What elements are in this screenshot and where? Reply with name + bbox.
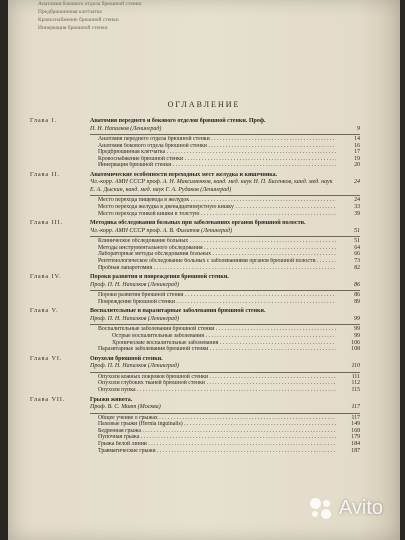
toc-entry [98, 197, 360, 204]
avito-watermark [309, 496, 383, 520]
toc-entry [98, 265, 360, 272]
table-of-contents [30, 118, 360, 457]
entry-page: 117 [351, 414, 360, 421]
chapter-label: Глава IV. [30, 274, 62, 281]
entry-page: 99 [354, 326, 360, 333]
chapter-heading [30, 308, 360, 316]
entry-page: 39 [354, 210, 360, 217]
entry-page: 73 [354, 258, 360, 265]
previous-page-bleed [38, 0, 188, 32]
toc-entry [98, 415, 360, 422]
chapter-rule [90, 134, 360, 135]
chapter-author: Проф. В. С. Маят (Москва) [90, 404, 161, 411]
entry-title: Травматические грыжи . . . [98, 448, 336, 455]
chapter-heading [30, 397, 360, 405]
entry-page: 16 [354, 142, 360, 149]
toc-entry [112, 340, 360, 347]
entry-page: 24 [354, 197, 360, 204]
entry-page: 187 [351, 447, 360, 454]
entry-page: 86 [354, 292, 360, 299]
toc-entry [98, 326, 360, 333]
entry-title: Место перехода тонкой кишки в толстую . . . [98, 211, 336, 218]
entry-page: 149 [351, 421, 360, 428]
entry-title: Бедренная грыжа . . . [98, 428, 336, 435]
chapter [30, 397, 360, 455]
entry-title: Пупочная грыжа . . . [98, 434, 336, 441]
entry-page: 108 [351, 346, 360, 353]
chapter-heading [30, 356, 360, 364]
entry-page: 115 [351, 386, 360, 393]
chapter-page: 86 [354, 281, 360, 288]
chapter [30, 220, 360, 271]
chapter-label: Глава VII. [30, 396, 66, 403]
chapter [30, 308, 360, 352]
toc-entry [98, 149, 360, 156]
entry-page: 20 [354, 162, 360, 169]
entry-title: Пробная лапаротомия . . . [98, 265, 336, 272]
entry-title: Повреждение брюшной стенки . . . [98, 299, 336, 306]
toc-entry [98, 299, 360, 306]
toc-entry [98, 374, 360, 381]
entry-page: 89 [354, 298, 360, 305]
entry-title: Паразитарные заболевания брюшной стенки . . . [98, 346, 336, 353]
entry-title: Воспалительные заболевания брюшной стенки . . . [98, 326, 336, 333]
entry-title: Опухоли кожных покровов брюшной стенки . . . [98, 374, 336, 381]
chapter-title: Опухоли брюшной стенки. [90, 355, 163, 362]
chapter-author: П. Н. Напалков (Ленинград) [90, 125, 162, 132]
chapter-title: Пороки развития и повреждения брюшной стенки. [90, 274, 229, 281]
chapter-author-line [90, 179, 360, 194]
entry-page: 179 [351, 434, 360, 441]
entry-title: Методы инструментального обследования . . . [98, 245, 336, 252]
toc-entry [98, 211, 360, 218]
toc-entry [98, 238, 360, 245]
chapter-page: 51 [354, 227, 360, 234]
entry-page: 106 [351, 339, 360, 346]
entry-title: Кровоснабжение брюшной стенки . . . [98, 156, 336, 163]
entry-title: Хронические воспалительные заболевания . . . [112, 340, 336, 347]
entry-page: 168 [351, 427, 360, 434]
chapter-heading [30, 118, 360, 126]
toc-entry [98, 162, 360, 169]
chapter-rule [90, 290, 360, 291]
toc-entry [98, 143, 360, 150]
chapter-rule [90, 413, 360, 414]
entry-title: Пороки развития брюшной стенки . . . [98, 292, 336, 299]
chapter-author: Проф. П. Н. Напалков (Ленинград) [90, 315, 179, 322]
toc-entry [112, 333, 360, 340]
chapter-page: 110 [351, 363, 360, 370]
chapter-rule [90, 236, 360, 237]
entry-title: Грыжа белой линии . . . [98, 441, 336, 448]
toc-entry [98, 387, 360, 394]
entry-page: 184 [351, 440, 360, 447]
entry-page: 14 [354, 136, 360, 142]
entry-title: Анатомия переднего отдела брюшной стенки . . . [98, 136, 336, 143]
toc-entry [98, 245, 360, 252]
chapter-author-line [90, 282, 360, 290]
watermark-text: Avito [338, 496, 383, 519]
entry-page: 112 [351, 380, 360, 387]
avito-dots-icon [309, 496, 333, 520]
chapter-title: Анатомия переднего и бокового отделов брюшной стенки. Проф. [90, 118, 266, 124]
chapter [30, 356, 360, 394]
chapter-author-line [90, 363, 360, 371]
entry-page: 82 [354, 264, 360, 271]
chapter-author-line [90, 316, 360, 324]
chapter [30, 172, 360, 217]
toc-entry [98, 441, 360, 448]
entry-page: 17 [354, 149, 360, 156]
chapter-page: 9 [357, 125, 360, 132]
chapter-page: 117 [351, 404, 360, 411]
toc-entry [98, 421, 360, 428]
chapter-author: Чл.-корр. АМН СССР проф. А. Н. Максименков, канд. мед. наук Н. П. Бисенков, канд. мед. наук Е. А. Дыскин, канд. мед. наук Г. А. Рудаков (Ленинград) [90, 179, 333, 193]
chapter-heading [30, 274, 360, 282]
toc-entry [98, 251, 360, 258]
toc-title: ОГЛАВЛЕНИЕ [167, 100, 241, 109]
toc-entry [98, 434, 360, 441]
previous-line: Анатомия бокового отдела брюшной стенки [38, 1, 142, 7]
entry-title: Острые воспалительные заболевания . . . [112, 333, 336, 340]
chapter-author: Проф. П. Н. Напалков (Ленинград) [90, 363, 179, 370]
entry-title: Опухоли пупка . . . [98, 387, 336, 394]
chapter-rule [90, 195, 360, 196]
entry-title: Паховые грыжи (Hernia inguinalis) . . . [98, 421, 336, 428]
entry-title: Иннервация брюшной стенки . . . [98, 162, 336, 169]
toc-entry [98, 156, 360, 163]
chapter-rule [90, 372, 360, 373]
entry-page: 51 [354, 238, 360, 245]
entry-page: 99 [354, 333, 360, 339]
chapter-rule [90, 324, 360, 325]
previous-line: Предбрюшинная клетчатка [38, 9, 102, 15]
toc-entry [98, 292, 360, 299]
chapter-title: Анатомические особенности переходных мест желудка и кишечника. [90, 171, 278, 178]
previous-line: Кровоснабжение брюшной стенки [38, 17, 119, 23]
chapter [30, 274, 360, 305]
entry-title: Рентгенологическое обследование больных с заболеваниями органов брюшной полости . . . [98, 258, 336, 265]
toc-entry [98, 258, 360, 265]
chapter-author-line [90, 228, 360, 236]
chapter-heading [30, 220, 360, 228]
entry-page: 33 [354, 204, 360, 211]
entry-title: Предбрюшинная клетчатка . . . [98, 149, 336, 156]
chapter-label: Глава I. [30, 118, 58, 124]
entry-page: 111 [351, 373, 360, 380]
chapter-label: Глава VI. [30, 355, 63, 362]
book-page [8, 0, 400, 540]
chapter-author: Проф. П. Н. Напалков (Ленинград) [90, 281, 179, 288]
entry-title: Общее учение о грыжах . . . [98, 415, 336, 422]
entry-title: Место перехода пищевода в желудок . . . [98, 197, 336, 204]
toc-entry [98, 204, 360, 211]
chapter-page: 24 [354, 179, 360, 186]
entry-title: Место перехода желудка в двенадцатиперстную кишку . . . [98, 204, 336, 211]
toc-entry [98, 428, 360, 435]
entry-page: 19 [354, 155, 360, 162]
chapter-title: Грыжи живота. [90, 396, 133, 403]
chapter-author-line [90, 126, 360, 134]
toc-entry [98, 346, 360, 353]
previous-line: Иннервация брюшной стенки [38, 25, 108, 31]
entry-page: 64 [354, 244, 360, 251]
chapter-author-line [90, 404, 360, 412]
toc-entry [98, 448, 360, 455]
entry-title: Анатомия бокового отдела брюшной стенки . . . [98, 143, 336, 150]
chapter-title: Воспалительные и паразитарные заболевания брюшной стенки. [90, 308, 266, 315]
toc-entry [98, 380, 360, 387]
chapter-title: Методика обследования больных при заболеваниях органов брюшной полости. [90, 220, 306, 227]
chapter [30, 118, 360, 169]
chapter-page: 99 [354, 315, 360, 322]
entry-title: Клиническое обследование больных . . . [98, 238, 336, 245]
chapter-label: Глава V. [30, 308, 59, 315]
chapter-label: Глава III. [30, 220, 64, 227]
entry-title: Опухоли глубоких тканей брюшной стенки . . . [98, 380, 336, 387]
entry-title: Лабораторные методы обследования больных . . . [98, 251, 336, 258]
entry-page: 66 [354, 251, 360, 258]
chapter-label: Глава II. [30, 171, 61, 178]
chapter-author: Чл.-корр. АМН СССР проф. А. В. Филатов (Ленинград) [90, 227, 233, 234]
toc-entry [98, 136, 360, 143]
